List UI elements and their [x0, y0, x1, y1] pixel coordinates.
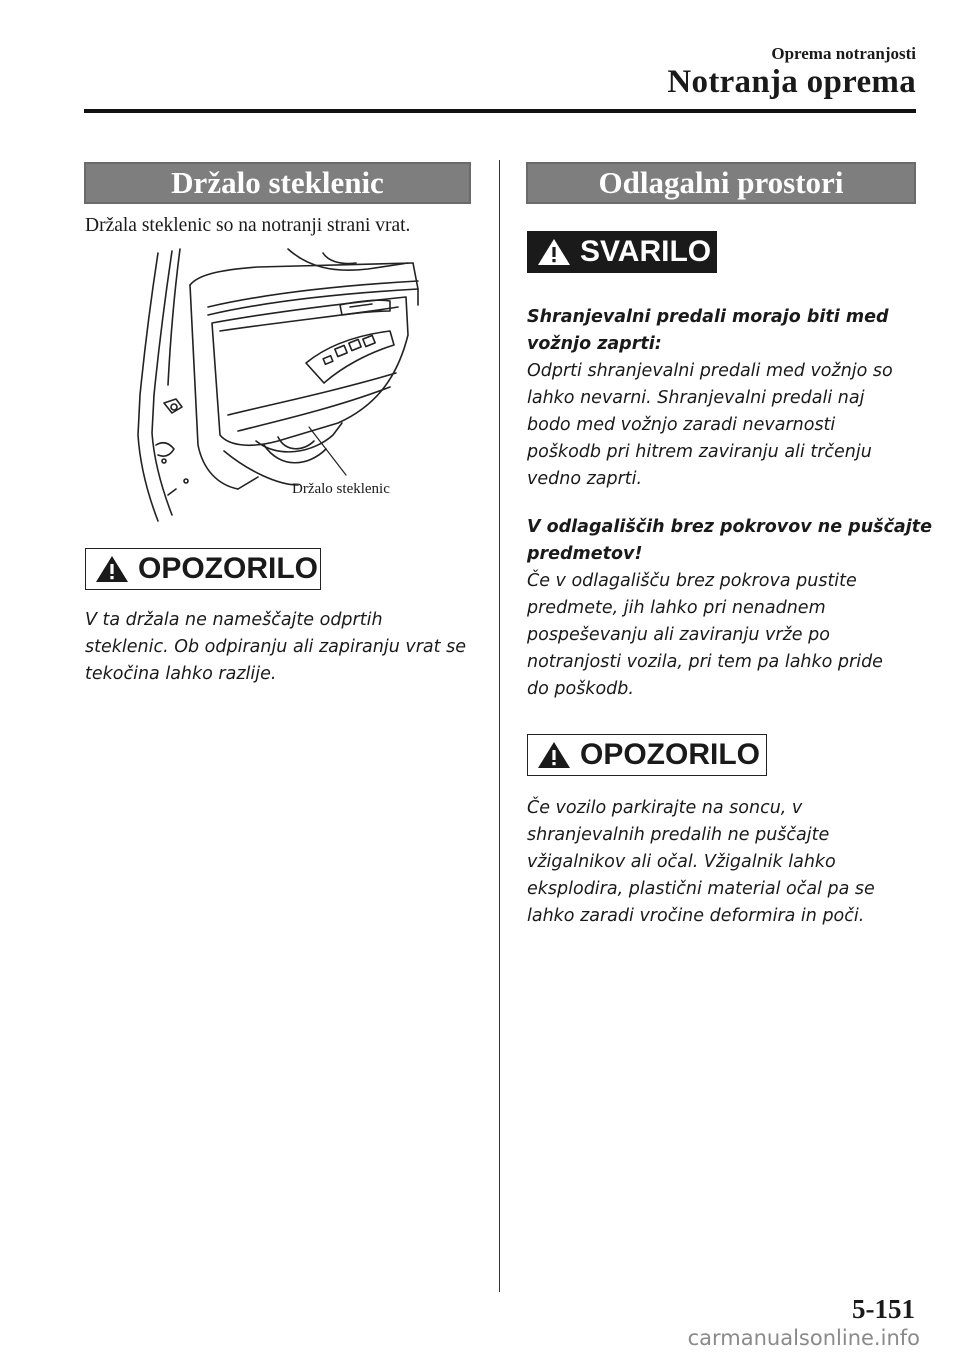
text-line: Če vozilo parkirajte na soncu, v: [527, 798, 803, 818]
text-line: pospeševanju ali zaviranju vrže po: [527, 625, 830, 645]
text-line: do poškodb.: [527, 679, 634, 699]
warning-label: OPOZORILO: [580, 738, 760, 771]
text-line: vedno zaprti.: [527, 469, 643, 489]
warning-box-left: [85, 548, 321, 590]
text-line: tekočina lahko razlije.: [85, 664, 277, 684]
header-title: Notranja oprema: [667, 64, 916, 100]
text-line: lahko nevarni. Shranjevalni predali naj: [527, 388, 865, 408]
warning-box-right: [527, 734, 767, 776]
text-line: bodo med vožnjo zaradi nevarnosti: [527, 415, 836, 435]
caution-label: SVARILO: [580, 235, 712, 268]
spacer: [527, 493, 932, 514]
text-line: predmete, jih lahko pri nenadnem: [527, 598, 826, 618]
caution-title-line: V odlagališčih brez pokrovov ne puščajte: [527, 517, 932, 537]
text-line: eksplodira, plastični material očal pa se: [527, 879, 875, 899]
warning-triangle-icon: [94, 554, 130, 584]
text-line: Če v odlagališču brez pokrova pustite: [527, 571, 857, 591]
text-line: lahko zaradi vročine deformira in poči.: [527, 906, 865, 926]
text-line: poškodb pri hitrem zaviranju ali trčenju: [527, 442, 872, 462]
text-line: shranjevalnih predalih ne puščajte: [527, 825, 830, 845]
caution-box: [527, 231, 717, 273]
header-subtitle: Oprema notranjosti: [771, 44, 916, 63]
text-line: notranjosti vozila, pri tem pa lahko pride: [527, 652, 883, 672]
page-number: 5-151: [852, 1294, 915, 1324]
caution-block: [527, 304, 932, 703]
text-line: Odprti shranjevalni predali med vožnjo so: [527, 361, 893, 381]
intro-text: Držala steklenic so na notranji strani vrat.: [85, 215, 411, 236]
watermark: carmanualsonline.info: [687, 1326, 920, 1350]
header-rule: [84, 109, 916, 113]
column-divider: [499, 160, 500, 1292]
section-title: Držalo steklenic: [171, 165, 384, 200]
warning-label: OPOZORILO: [138, 552, 318, 585]
warning-triangle-icon: [536, 740, 572, 770]
section-bar-storage: [526, 162, 916, 204]
caution-title-line: vožnjo zaprti:: [527, 334, 662, 354]
text-line: vžigalnikov ali očal. Vžigalnik lahko: [527, 852, 836, 872]
section-bar-bottle-holder: [84, 162, 471, 204]
text-line: V ta držala ne nameščajte odprtih: [85, 610, 383, 630]
warning-text-left: [85, 607, 466, 688]
caution-title-line: Shranjevalni predali morajo biti med: [527, 307, 889, 327]
section-title: Odlagalni prostori: [598, 165, 844, 200]
text-line: steklenic. Ob odpiranju ali zapiranju vrat se: [85, 637, 466, 657]
warning-text-right: [527, 795, 875, 930]
caution-triangle-icon: [536, 237, 572, 267]
figure-callout: Držalo steklenic: [292, 481, 390, 497]
caution-title-line: predmetov!: [527, 544, 643, 564]
